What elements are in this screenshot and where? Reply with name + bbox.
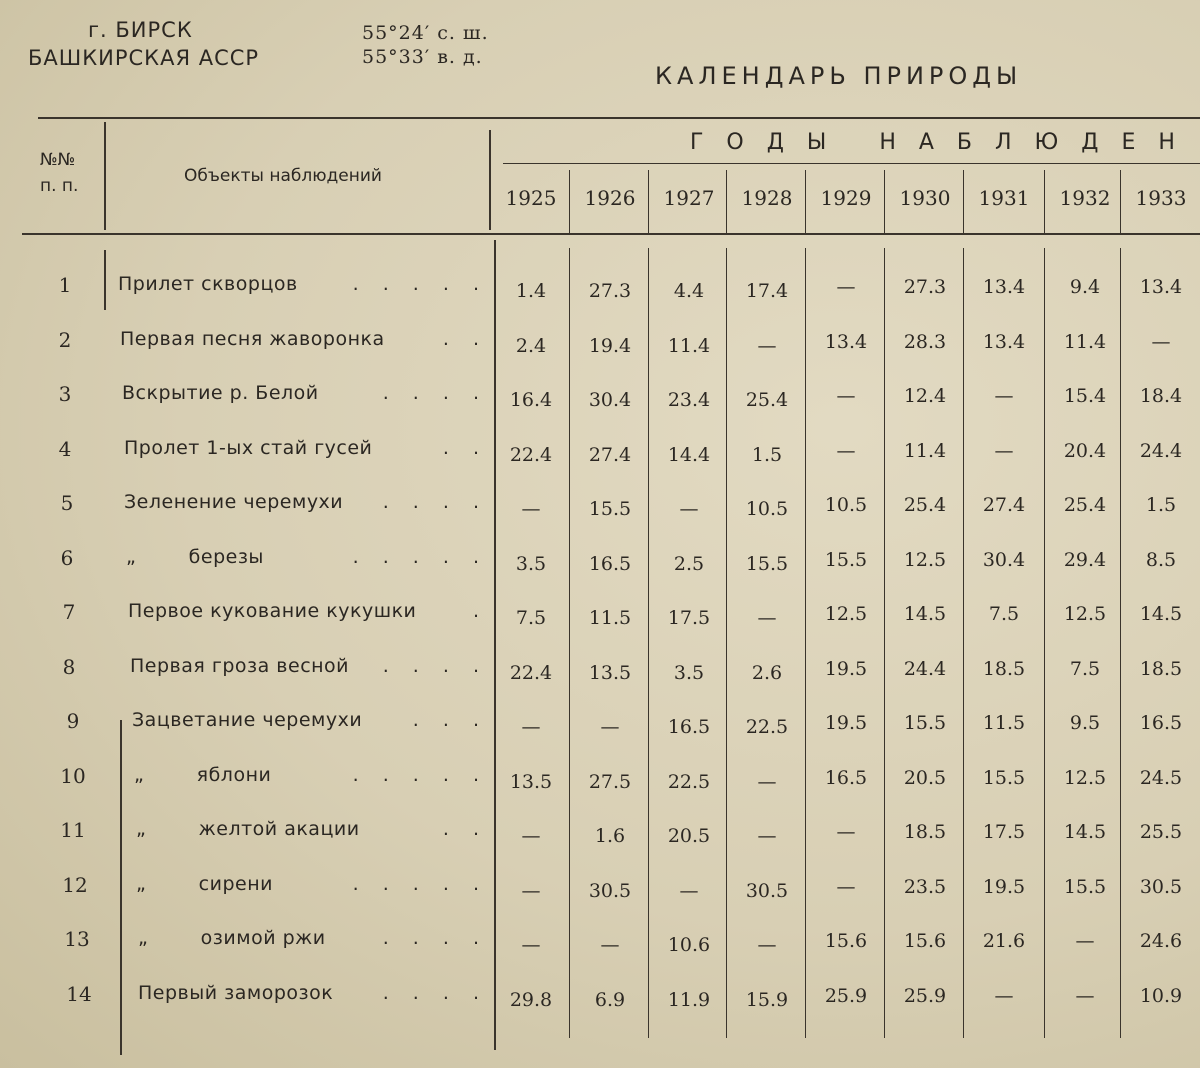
year-col-divider (569, 170, 570, 234)
cell-1927: 10.6 (667, 934, 711, 956)
row-leader-dots: . . . . (382, 382, 488, 404)
row-label: Зеленение черемухи (124, 491, 344, 513)
cell-1930: 15.6 (903, 930, 947, 952)
cell-1928: 30.5 (745, 880, 789, 902)
cell-1931: 19.5 (982, 876, 1026, 898)
cell-1926: 27.3 (588, 280, 632, 302)
cell-1927: 22.5 (667, 771, 711, 793)
row-leader-dots: . . . . . (352, 873, 488, 895)
row-label: Первая гроза весной (130, 655, 350, 677)
year-col-divider (726, 248, 727, 1038)
cell-1925: 1.4 (515, 280, 547, 302)
cell-1932: 25.4 (1063, 494, 1107, 516)
cell-1930: 25.9 (903, 985, 947, 1007)
row-number: 5 (60, 491, 74, 515)
cell-1929: — (836, 276, 856, 298)
col-divider-num (104, 122, 106, 230)
cell-1932: 9.5 (1069, 712, 1101, 734)
cell-1931: 7.5 (988, 603, 1020, 625)
row-number: 6 (60, 546, 74, 570)
cell-1933: 30.5 (1139, 876, 1183, 898)
row-leader-dots: . (472, 600, 488, 622)
year-col-divider (726, 170, 727, 234)
year-header-1933: 1933 (1135, 186, 1187, 210)
cell-1927: 20.5 (667, 825, 711, 847)
region-label: БАШКИРСКАЯ АССР (28, 46, 260, 70)
row-number: 10 (60, 764, 86, 788)
cell-1926: 1.6 (594, 825, 626, 847)
cell-1928: — (757, 825, 777, 847)
cell-1926: 27.5 (588, 771, 632, 793)
cell-1930: 23.5 (903, 876, 947, 898)
cell-1930: 11.4 (903, 440, 947, 462)
cell-1930: 28.3 (903, 331, 947, 353)
year-header-1931: 1931 (978, 186, 1030, 210)
cell-1930: 15.5 (903, 712, 947, 734)
cell-1926: 11.5 (588, 607, 632, 629)
cell-1933: 13.4 (1139, 276, 1183, 298)
cell-1932: — (1075, 930, 1095, 952)
row-number: 13 (64, 927, 90, 951)
cell-1928: 15.9 (745, 989, 789, 1011)
cell-1926: 27.4 (588, 444, 632, 466)
cell-1933: 24.4 (1139, 440, 1183, 462)
page-title: КАЛЕНДАРЬ ПРИРОДЫ (655, 62, 1023, 90)
row-number: 12 (62, 873, 88, 897)
row-label: „ березы (126, 546, 264, 568)
cell-1928: — (757, 607, 777, 629)
cell-1929: 15.5 (824, 549, 868, 571)
cell-1929: 16.5 (824, 767, 868, 789)
col-divider-body-objects (494, 240, 496, 1050)
cell-1925: 22.4 (509, 662, 553, 684)
year-header-1929: 1929 (820, 186, 872, 210)
cell-1932: 7.5 (1069, 658, 1101, 680)
cell-1931: 18.5 (982, 658, 1026, 680)
cell-1926: 30.5 (588, 880, 632, 902)
col-divider-objects (489, 130, 491, 230)
cell-1926: — (600, 716, 620, 738)
row-label: „ яблони (134, 764, 272, 786)
year-col-divider (1044, 248, 1045, 1038)
cell-1928: 10.5 (745, 498, 789, 520)
cell-1926: 15.5 (588, 498, 632, 520)
row-leader-dots: . . (442, 328, 488, 350)
longitude-label: 55°33′ в. д. (362, 46, 483, 68)
row-leader-dots: . . . . (382, 655, 488, 677)
cell-1929: — (836, 821, 856, 843)
year-col-divider (963, 248, 964, 1038)
cell-1931: 27.4 (982, 494, 1026, 516)
cell-1932: 20.4 (1063, 440, 1107, 462)
row-leader-dots: . . . . (382, 927, 488, 949)
cell-1931: 13.4 (982, 331, 1026, 353)
cell-1930: 25.4 (903, 494, 947, 516)
city-label: г. БИРСК (88, 18, 193, 42)
cell-1931: 15.5 (982, 767, 1026, 789)
row-leader-dots: . . . . (382, 982, 488, 1004)
year-header-1925: 1925 (505, 186, 557, 210)
latitude-label: 55°24′ с. ш. (362, 22, 489, 44)
row-label: Прилет скворцов (118, 273, 298, 295)
cell-1927: 16.5 (667, 716, 711, 738)
cell-1933: 10.9 (1139, 985, 1183, 1007)
cell-1929: — (836, 385, 856, 407)
cell-1932: 9.4 (1069, 276, 1101, 298)
cell-1928: — (757, 934, 777, 956)
year-col-divider (648, 248, 649, 1038)
cell-1933: — (1151, 331, 1171, 353)
cell-1933: 14.5 (1139, 603, 1183, 625)
year-col-divider (569, 248, 570, 1038)
row-label: Первый заморозок (138, 982, 334, 1004)
cell-1928: 1.5 (751, 444, 783, 466)
cell-1928: — (757, 771, 777, 793)
cell-1928: 15.5 (745, 553, 789, 575)
years-title: ГОДЫ НАБЛЮДЕН (690, 130, 1198, 155)
col-num-header-1: №№ (40, 150, 76, 170)
cell-1931: 13.4 (982, 276, 1026, 298)
cell-1925: 3.5 (515, 553, 547, 575)
cell-1929: 19.5 (824, 712, 868, 734)
cell-1931: 30.4 (982, 549, 1026, 571)
row-number: 11 (60, 818, 86, 842)
cell-1926: 19.4 (588, 335, 632, 357)
cell-1929: — (836, 440, 856, 462)
year-header-1932: 1932 (1059, 186, 1111, 210)
cell-1929: 19.5 (824, 658, 868, 680)
row-number: 4 (58, 437, 72, 461)
year-header-1928: 1928 (741, 186, 793, 210)
cell-1930: 12.4 (903, 385, 947, 407)
cell-1933: 1.5 (1145, 494, 1177, 516)
row-leader-dots: . . (442, 437, 488, 459)
row-label: Зацветание черемухи (132, 709, 363, 731)
year-col-divider (805, 248, 806, 1038)
cell-1927: 17.5 (667, 607, 711, 629)
cell-1925: 13.5 (509, 771, 553, 793)
cell-1926: 6.9 (594, 989, 626, 1011)
cell-1932: 29.4 (1063, 549, 1107, 571)
header-bottom-rule (22, 233, 1200, 235)
cell-1925: 22.4 (509, 444, 553, 466)
cell-1931: — (994, 985, 1014, 1007)
cell-1931: 21.6 (982, 930, 1026, 952)
cell-1929: — (836, 876, 856, 898)
cell-1931: 17.5 (982, 821, 1026, 843)
cell-1925: — (521, 934, 541, 956)
row-label: Первая песня жаворонка (120, 328, 385, 350)
cell-1929: 25.9 (824, 985, 868, 1007)
cell-1927: — (679, 498, 699, 520)
cell-1930: 20.5 (903, 767, 947, 789)
cell-1933: 25.5 (1139, 821, 1183, 843)
cell-1925: — (521, 880, 541, 902)
year-header-1927: 1927 (663, 186, 715, 210)
row-label: Первое кукование кукушки (128, 600, 417, 622)
cell-1933: 18.5 (1139, 658, 1183, 680)
cell-1932: — (1075, 985, 1095, 1007)
row-number: 9 (66, 709, 80, 733)
year-col-divider (884, 248, 885, 1038)
year-col-divider (963, 170, 964, 234)
table-top-rule (38, 117, 1200, 119)
year-col-divider (1120, 248, 1121, 1038)
cell-1929: 12.5 (824, 603, 868, 625)
col-divider-body-num (104, 250, 106, 310)
cell-1929: 10.5 (824, 494, 868, 516)
row-leader-dots: . . . . (382, 491, 488, 513)
cell-1925: 7.5 (515, 607, 547, 629)
row-leader-dots: . . (442, 818, 488, 840)
year-header-1926: 1926 (584, 186, 636, 210)
cell-1925: — (521, 716, 541, 738)
cell-1927: 23.4 (667, 389, 711, 411)
cell-1932: 12.5 (1063, 603, 1107, 625)
cell-1926: — (600, 934, 620, 956)
cell-1927: 4.4 (673, 280, 705, 302)
cell-1931: — (994, 440, 1014, 462)
cell-1926: 30.4 (588, 389, 632, 411)
cell-1932: 11.4 (1063, 331, 1107, 353)
cell-1925: 2.4 (515, 335, 547, 357)
cell-1932: 15.4 (1063, 385, 1107, 407)
cell-1930: 18.5 (903, 821, 947, 843)
cell-1928: 25.4 (745, 389, 789, 411)
row-number: 1 (58, 273, 72, 297)
cell-1927: 14.4 (667, 444, 711, 466)
year-col-divider (1044, 170, 1045, 234)
cell-1929: 15.6 (824, 930, 868, 952)
cell-1927: 2.5 (673, 553, 705, 575)
year-col-divider (648, 170, 649, 234)
cell-1925: 29.8 (509, 989, 553, 1011)
cell-1928: 17.4 (745, 280, 789, 302)
cell-1933: 16.5 (1139, 712, 1183, 734)
row-label: „ сирени (136, 873, 273, 895)
cell-1925: 16.4 (509, 389, 553, 411)
cell-1931: 11.5 (982, 712, 1026, 734)
cell-1927: 11.9 (667, 989, 711, 1011)
row-leader-dots: . . . (412, 709, 488, 731)
cell-1928: 22.5 (745, 716, 789, 738)
cell-1932: 15.5 (1063, 876, 1107, 898)
row-leader-dots: . . . . . (352, 764, 488, 786)
cell-1928: — (757, 335, 777, 357)
row-number: 2 (58, 328, 72, 352)
row-number: 7 (62, 600, 76, 624)
cell-1926: 16.5 (588, 553, 632, 575)
cell-1930: 14.5 (903, 603, 947, 625)
cell-1928: 2.6 (751, 662, 783, 684)
row-number: 3 (58, 382, 72, 406)
year-header-1930: 1930 (899, 186, 951, 210)
years-subrule (503, 163, 1200, 164)
cell-1927: 3.5 (673, 662, 705, 684)
cell-1925: — (521, 825, 541, 847)
cell-1932: 14.5 (1063, 821, 1107, 843)
year-col-divider (1120, 170, 1121, 234)
year-col-divider (884, 170, 885, 234)
year-col-divider (805, 170, 806, 234)
cell-1926: 13.5 (588, 662, 632, 684)
cell-1933: 8.5 (1145, 549, 1177, 571)
cell-1933: 18.4 (1139, 385, 1183, 407)
row-leader-dots: . . . . . (352, 273, 488, 295)
cell-1925: — (521, 498, 541, 520)
row-number: 14 (66, 982, 92, 1006)
cell-1933: 24.6 (1139, 930, 1183, 952)
cell-1927: 11.4 (667, 335, 711, 357)
cell-1930: 27.3 (903, 276, 947, 298)
row-leader-dots: . . . . . (352, 546, 488, 568)
col-objects-header: Объекты наблюдений (184, 166, 382, 186)
row-label: Пролет 1-ых стай гусей (124, 437, 373, 459)
row-label: Вскрытие р. Белой (122, 382, 319, 404)
cell-1927: — (679, 880, 699, 902)
cell-1929: 13.4 (824, 331, 868, 353)
cell-1931: — (994, 385, 1014, 407)
row-number: 8 (62, 655, 76, 679)
cell-1930: 12.5 (903, 549, 947, 571)
col-divider-body-left (120, 720, 122, 1055)
cell-1930: 24.4 (903, 658, 947, 680)
cell-1933: 24.5 (1139, 767, 1183, 789)
row-label: „ желтой акации (136, 818, 360, 840)
col-num-header-2: п. п. (40, 176, 79, 196)
row-label: „ озимой ржи (138, 927, 326, 949)
cell-1932: 12.5 (1063, 767, 1107, 789)
